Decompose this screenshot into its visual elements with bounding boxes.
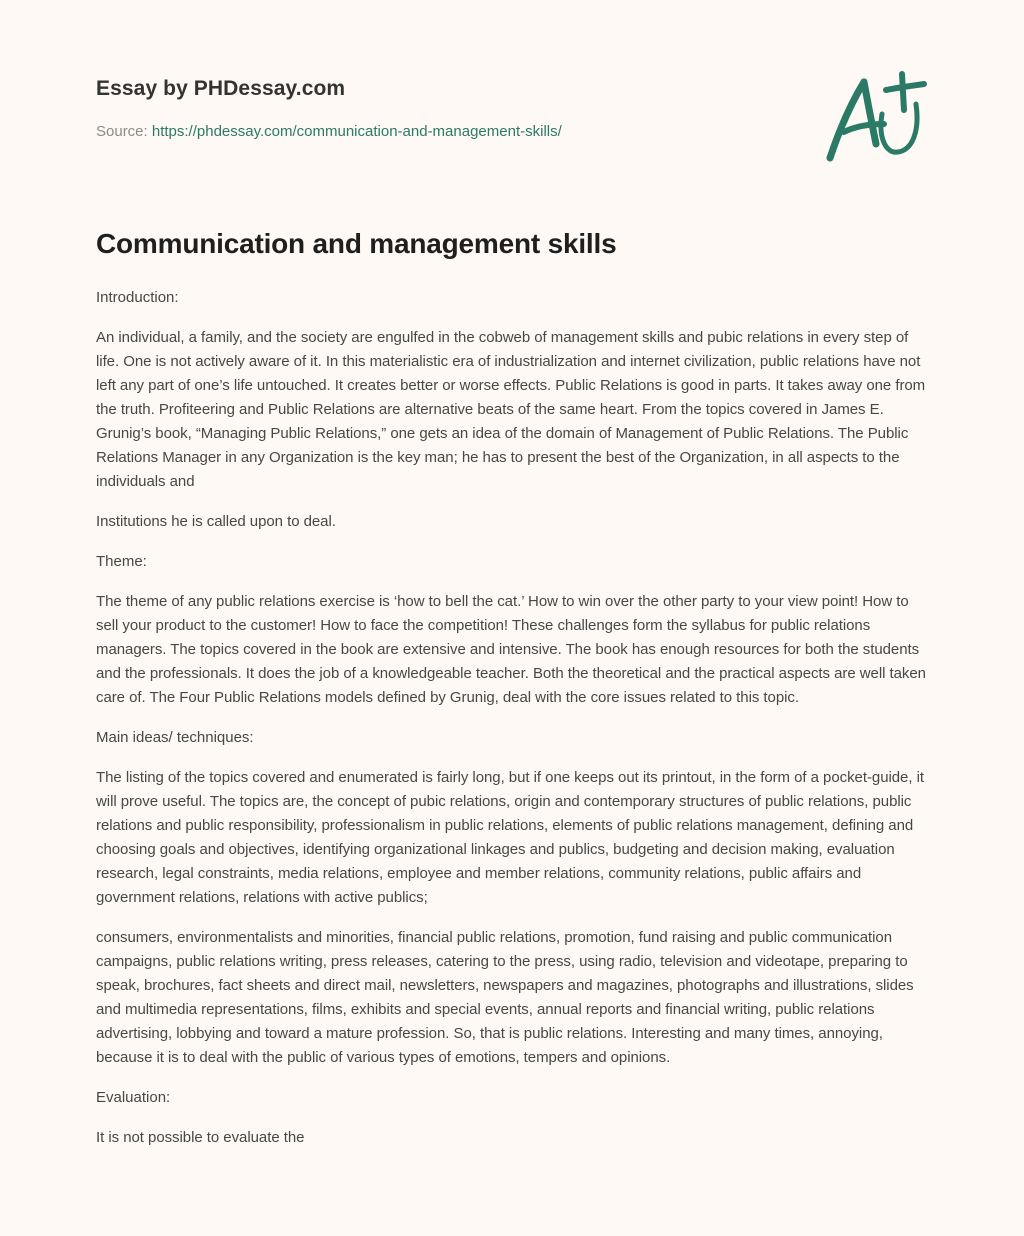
paragraph: Institutions he is called upon to deal. xyxy=(96,513,336,530)
section-heading: Main ideas/ techniques: xyxy=(96,729,254,746)
section-main-ideas xyxy=(96,726,928,1070)
paragraph: consumers, environmentalists and minorities, financial public relations, promotion, fund raising and public communication campaigns, public relations writing, press releases, catering to the press, using radio, television and videotape, preparing to speak, brochures, fact sheets and direct mail, newsletters, newspapers and magazines, photographs and illustrations, slides and multimedia representations, films, exhibits and special events, annual reports and financial writing, public relations advertising, lobbying and toward a mature profession. So, that is public relations. Interesting and many times, annoying, because it is to deal with the public of various types of emotions, tempers and opinions. xyxy=(96,929,914,1066)
section-introduction xyxy=(96,286,928,534)
section-theme xyxy=(96,550,928,710)
source-label: Source: xyxy=(96,123,152,140)
site-title: Essay by PHDessay.com xyxy=(96,77,346,100)
essay-article xyxy=(96,224,928,1166)
a-plus-logo-icon xyxy=(822,68,928,166)
section-evaluation xyxy=(96,1086,928,1150)
section-heading: Introduction: xyxy=(96,289,179,306)
section-heading: Evaluation: xyxy=(96,1089,171,1106)
article-title: Communication and management skills xyxy=(96,228,617,259)
paragraph: The theme of any public relations exercise is ‘how to bell the cat.’ How to win over the other party to your view point! How to sell your product to the customer! How to face the competition! These challenges form the syllabus for public relations managers. The topics covered in the book are extensive and intensive. The book has enough resources for both the students and the professionals. It does the job of a knowledgeable teacher. Both the theoretical and the practical aspects are well taken care of. The Four Public Relations models defined by Grunig, deal with the core issues related to this topic. xyxy=(96,593,926,706)
paragraph: It is not possible to evaluate the xyxy=(96,1129,305,1146)
page-header xyxy=(96,74,796,142)
paragraph: An individual, a family, and the society are engulfed in the cobweb of management skills and pubic relations in every step of life. One is not actively aware of it. In this materialistic era of industrialization and internet civilization, public relations have not left any part of one’s life untouched. It creates better or worse effects. Public Relations is good in parts. It takes away one from the truth. Profiteering and Public Relations are alternative beats of the same heart. From the topics covered in James E. Grunig’s book, “Managing Public Relations,” one gets an idea of the domain of Management of Public Relations. The Public Relations Manager in any Organization is the key man; he has to present the best of the Organization, in all aspects to the individuals and xyxy=(96,329,926,490)
source-link[interactable]: https://phdessay.com/communication-and-management-skills/ xyxy=(151,123,562,140)
source-line xyxy=(96,122,796,142)
section-heading: Theme: xyxy=(96,553,147,570)
paragraph: The listing of the topics covered and enumerated is fairly long, but if one keeps out its printout, in the form of a pocket-guide, it will prove useful. The topics are, the concept of pubic relations, origin and contemporary structures of public relations, public relations and public responsibility, professionalism in public relations, elements of public relations management, defining and choosing goals and objectives, identifying organizational linkages and publics, budgeting and decision making, evaluation research, legal constraints, media relations, employee and member relations, community relations, public affairs and government relations, relations with active publics; xyxy=(96,769,924,906)
